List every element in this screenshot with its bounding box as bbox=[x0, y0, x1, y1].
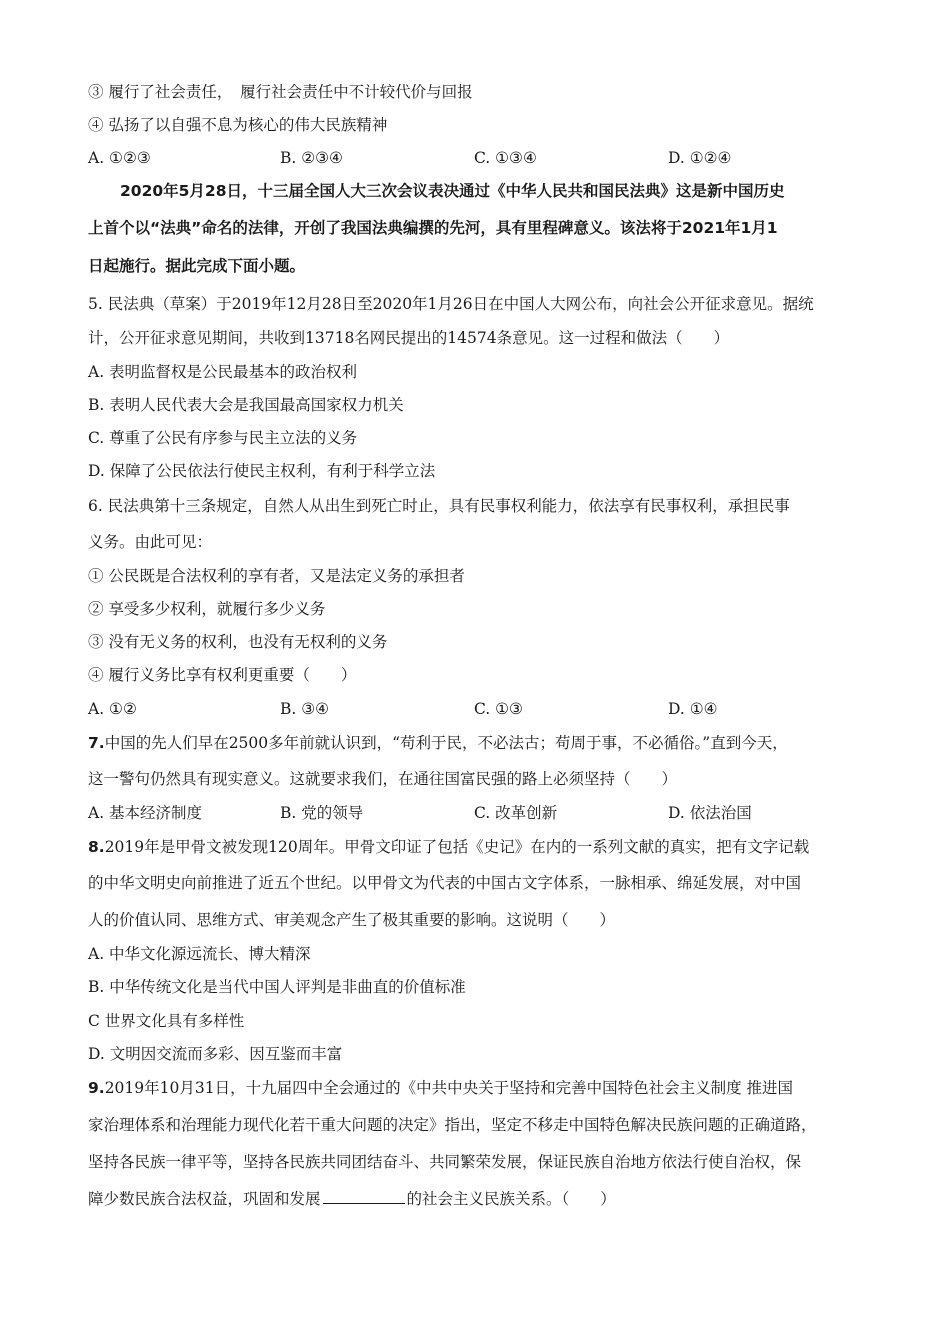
q7-option-c: C. 改革创新 bbox=[474, 804, 558, 822]
q9-stem-text-after-blank: 的社会主义民族关系。（ ） bbox=[406, 1190, 616, 1208]
q6-option-b: B. ③④ bbox=[280, 700, 330, 718]
q6-option-d: D. ①④ bbox=[668, 700, 718, 718]
q9-number: 9. bbox=[88, 1079, 105, 1097]
prev-option-d: D. ①②④ bbox=[668, 149, 732, 167]
q7-option-b: B. 党的领导 bbox=[280, 804, 364, 822]
q6-stem-line-2: 义务。由此可见： bbox=[88, 533, 213, 551]
q9-stem-text-before-blank: 障少数民族合法权益，巩固和发展 bbox=[88, 1190, 321, 1208]
q7-stem-line-2: 这一警句仍然具有现实意义。这就要求我们，在通往国富民强的路上必须坚持（ ） bbox=[88, 770, 678, 788]
intro-line-1: 2020年5月28日，十三届全国人大三次会议表决通过《中华人民共和国民法典》这是新中国历史 bbox=[120, 182, 785, 200]
q8-stem-text-1: 2019年是甲骨文被发现120周年。甲骨文印证了包括《史记》在内的一系列文献的真实，把有文字记载 bbox=[104, 838, 810, 856]
q8-stem-line-2: 的中华文明史向前推进了近五个世纪。以甲骨文为代表的中国古文字体系，一脉相承、绵延发展，对中国 bbox=[88, 874, 802, 892]
q8-number: 8. bbox=[88, 838, 105, 856]
q7-option-a: A. 基本经济制度 bbox=[88, 804, 203, 822]
intro-line-3: 日起施行。据此完成下面小题。 bbox=[88, 257, 306, 275]
prev-item-3: ③ 履行了社会责任， 履行社会责任中不计较代价与回报 bbox=[88, 83, 473, 101]
prev-option-c: C. ①③④ bbox=[474, 149, 537, 167]
q8-stem-line-3: 人的价值认同、思维方式、审美观念产生了极其重要的影响。这说明（ ） bbox=[88, 911, 616, 929]
q6-item-4: ④ 履行义务比享有权利更重要（ ） bbox=[88, 666, 357, 684]
q9-stem-line-4 bbox=[88, 1189, 616, 1209]
q5-stem-line-1: 5. 民法典（草案）于2019年12月28日至2020年1月26日在中国人大网公布，向社会公开征求意见。据统 bbox=[88, 295, 814, 313]
q8-option-c: C 世界文化具有多样性 bbox=[88, 1012, 245, 1030]
q7-number: 7. bbox=[88, 734, 105, 752]
fill-in-blank bbox=[323, 1189, 405, 1204]
prev-option-b: B. ②③④ bbox=[280, 149, 343, 167]
q6-option-c: C. ①③ bbox=[474, 700, 523, 718]
q9-stem-line-3: 坚持各民族一律平等，坚持各民族共同团结奋斗、共同繁荣发展，保证民族自治地方依法行使自治权，保 bbox=[88, 1153, 802, 1171]
q6-option-a: A. ①② bbox=[88, 700, 137, 718]
q7-stem-line-1 bbox=[88, 733, 788, 753]
q6-item-1: ① 公民既是合法权利的享有者，又是法定义务的承担者 bbox=[88, 567, 465, 585]
prev-option-a: A. ①②③ bbox=[88, 149, 151, 167]
q5-option-c: C. 尊重了公民有序参与民主立法的义务 bbox=[88, 429, 358, 447]
prev-item-4: ④ 弘扬了以自强不息为核心的伟大民族精神 bbox=[88, 116, 388, 134]
q5-option-a: A. 表明监督权是公民最基本的政治权利 bbox=[88, 363, 358, 381]
q8-option-a: A. 中华文化源远流长、博大精深 bbox=[88, 945, 311, 963]
q6-item-3: ③ 没有无义务的权利，也没有无权利的义务 bbox=[88, 633, 388, 651]
q7-option-d: D. 依法治国 bbox=[668, 804, 752, 822]
q8-option-b: B. 中华传统文化是当代中国人评判是非曲直的价值标准 bbox=[88, 978, 466, 996]
q7-stem-text-1: 中国的先人们早在2500多年前就认识到，“苟利于民，不必法古；苟周于事，不必循俗。”直到今天， bbox=[104, 734, 788, 752]
q5-stem-line-2: 计，公开征求意见期间，共收到13718名网民提出的14574条意见。这一过程和做法（ ） bbox=[88, 329, 730, 347]
intro-line-2: 上首个以“法典”命名的法律，开创了我国法典编撰的先河，具有里程碑意义。该法将于2021年1月1 bbox=[88, 219, 778, 237]
q5-option-d: D. 保障了公民依法行使民主权利，有利于科学立法 bbox=[88, 462, 436, 480]
q9-stem-line-2: 家治理体系和治理能力现代化若干重大问题的决定》指出，坚定不移走中国特色解决民族问题的正确道路， bbox=[88, 1116, 817, 1134]
q8-option-d: D. 文明因交流而多彩、因互鉴而丰富 bbox=[88, 1045, 343, 1063]
q6-stem-line-1: 6. 民法典第十三条规定，自然人从出生到死亡时止，具有民事权利能力，依法享有民事权利，承担民事 bbox=[88, 497, 790, 515]
q9-stem-text-1: 2019年10月31日，十九届四中全会通过的《中共中央关于坚持和完善中国特色社会主义制度 推进国 bbox=[104, 1079, 794, 1097]
q9-stem-line-1 bbox=[88, 1078, 793, 1098]
q6-item-2: ② 享受多少权利，就履行多少义务 bbox=[88, 600, 326, 618]
q8-stem-line-1 bbox=[88, 837, 809, 857]
q5-option-b: B. 表明人民代表大会是我国最高国家权力机关 bbox=[88, 396, 404, 414]
